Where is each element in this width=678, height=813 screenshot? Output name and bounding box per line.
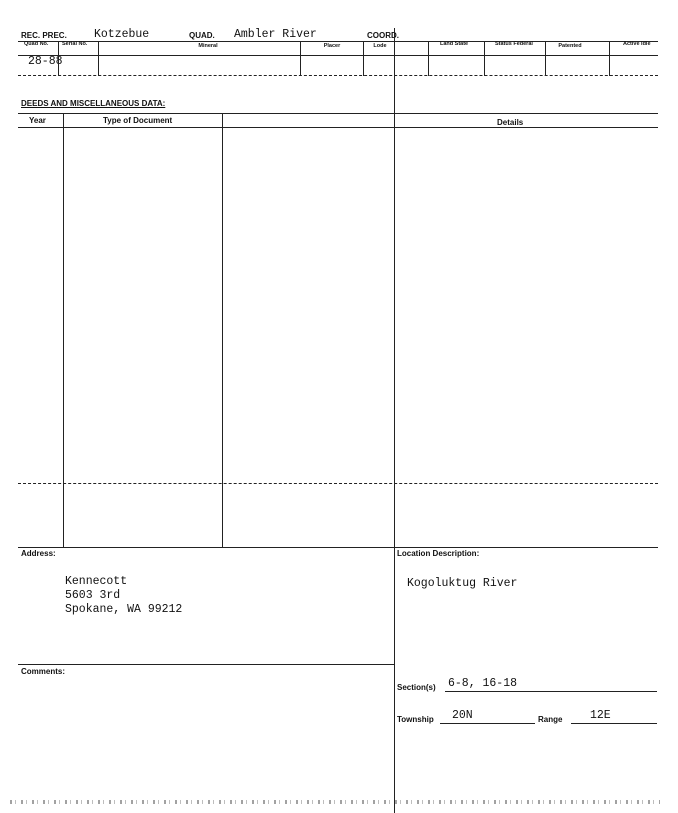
- range-label: Range: [538, 715, 563, 724]
- col-patented: Patented: [558, 43, 582, 49]
- col-placer: Placer: [323, 43, 341, 49]
- column-header-rule: [18, 55, 658, 56]
- township-label: Township: [397, 715, 434, 724]
- col-mineral: Mineral: [198, 43, 218, 49]
- range-value: 12E: [590, 709, 611, 722]
- sections-label: Section(s): [397, 683, 436, 692]
- address-line-3: Spokane, WA 99212: [65, 603, 183, 616]
- rec-prec-label: REC. PREC.: [21, 31, 67, 40]
- col-land-state: Land State: [440, 41, 469, 47]
- quad-label: QUAD.: [189, 31, 215, 40]
- deeds-col-type: Type of Document: [103, 116, 173, 125]
- deeds-top-rule: [18, 113, 658, 114]
- col-status-federal: Status Federal: [495, 41, 533, 47]
- location-value: Kogoluktug River: [407, 577, 518, 590]
- col-serial-no: Serial No.: [62, 41, 88, 47]
- row-rule: [18, 75, 658, 76]
- col-active-idle: Active Idle: [623, 41, 651, 47]
- deeds-title: DEEDS AND MISCELLANEOUS DATA:: [21, 99, 166, 108]
- deeds-dashed-rule: [18, 483, 658, 484]
- col-quad-no: Quad No.: [24, 41, 49, 47]
- quad-value: Ambler River: [234, 28, 317, 41]
- comments-rule: [18, 664, 394, 665]
- deeds-bottom-rule: [18, 547, 658, 548]
- address-label: Address:: [21, 549, 56, 558]
- rec-prec-value: Kotzebue: [94, 28, 150, 41]
- township-value: 20N: [452, 709, 473, 722]
- location-label: Location Description:: [397, 549, 480, 558]
- quad-no-value: 28-88: [28, 55, 63, 68]
- page-divider: [394, 28, 395, 813]
- address-line-2: 5603 3rd: [65, 589, 121, 602]
- col-lode: Lode: [373, 43, 387, 49]
- deeds-col-details: Details: [497, 118, 524, 127]
- sections-value: 6-8, 16-18: [448, 677, 518, 690]
- deeds-header-rule: [18, 127, 658, 128]
- deeds-col-year: Year: [29, 116, 46, 125]
- coord-label: COORD.: [367, 31, 399, 40]
- address-line-1: Kennecott: [65, 575, 128, 588]
- comments-label: Comments:: [21, 667, 66, 676]
- header-rule: [18, 41, 658, 42]
- scan-edge-noise: [10, 800, 660, 804]
